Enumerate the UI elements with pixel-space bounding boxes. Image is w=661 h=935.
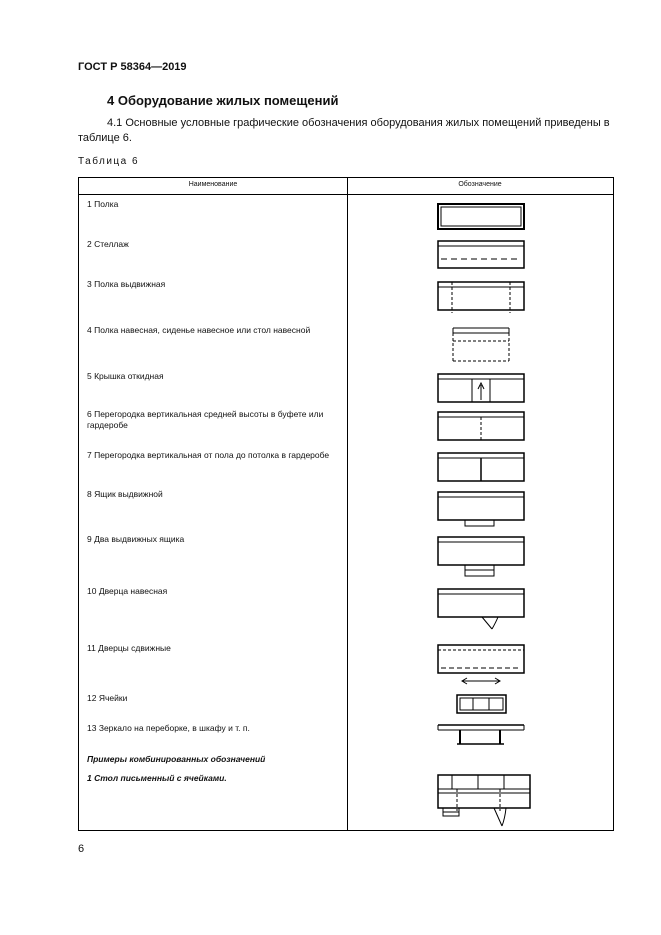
intro-paragraph: 4.1 Основные условные графические обозначения оборудования жилых помещений приведены в таблице 6. — [78, 117, 610, 144]
table-row-label: 11 Дверцы сдвижные — [87, 643, 171, 653]
section-title: 4 Оборудование жилых помещений — [107, 93, 339, 108]
two-drawers-symbol — [438, 537, 524, 576]
mirror-symbol — [438, 725, 524, 744]
document-code: ГОСТ Р 58364—2019 — [78, 61, 187, 73]
table-row-label: 1 Полка — [87, 199, 119, 209]
column-header-name: Наименование — [188, 181, 238, 188]
table-row-label: 13 Зеркало на переборке, в шкафу и т. п. — [87, 723, 250, 733]
table-row-label: 4 Полка навесная, сиденье навесное или стол навесной — [87, 325, 311, 335]
table-row-label: 6 Перегородка вертикальная средней высоты в буфете или гардеробе — [87, 409, 324, 430]
shelf-symbol — [438, 204, 524, 229]
combined-examples-heading: Примеры комбинированных обозначений — [87, 754, 266, 764]
folding-lid-symbol — [438, 374, 524, 402]
table-row-label: 5 Крышка откидная — [87, 371, 164, 381]
table-row-label: 1 Стол письменный с ячейками. — [87, 773, 227, 783]
symbol-drawings — [79, 178, 615, 832]
page-number: 6 — [78, 843, 85, 855]
table-row-label: 7 Перегородка вертикальная от пола до потолка в гардеробе — [87, 450, 330, 460]
cells-symbol — [457, 695, 506, 713]
table-row-label: 12 Ячейки — [87, 693, 128, 703]
sliding-doors-symbol — [438, 645, 524, 684]
table-row-label: 3 Полка выдвижная — [87, 279, 166, 289]
partition-full-symbol — [438, 453, 524, 481]
hinged-shelf-symbol — [453, 328, 509, 361]
equipment-symbols-table — [78, 177, 614, 831]
table-row-label: 10 Дверца навесная — [87, 586, 168, 596]
partition-mid-symbol — [438, 412, 524, 440]
table-caption: Таблица 6 — [78, 156, 140, 167]
desk-with-cells-symbol — [438, 775, 530, 826]
column-header-symbol: Обозначение — [458, 181, 502, 188]
rack-symbol — [438, 241, 524, 268]
table-row-label: 9 Два выдвижных ящика — [87, 534, 185, 544]
drawer-symbol — [438, 492, 524, 526]
table-row-label: 2 Стеллаж — [87, 239, 129, 249]
table-row-label: 8 Ящик выдвижной — [87, 489, 163, 499]
hinged-door-symbol — [438, 589, 524, 629]
sliding-shelf-symbol — [438, 282, 524, 313]
